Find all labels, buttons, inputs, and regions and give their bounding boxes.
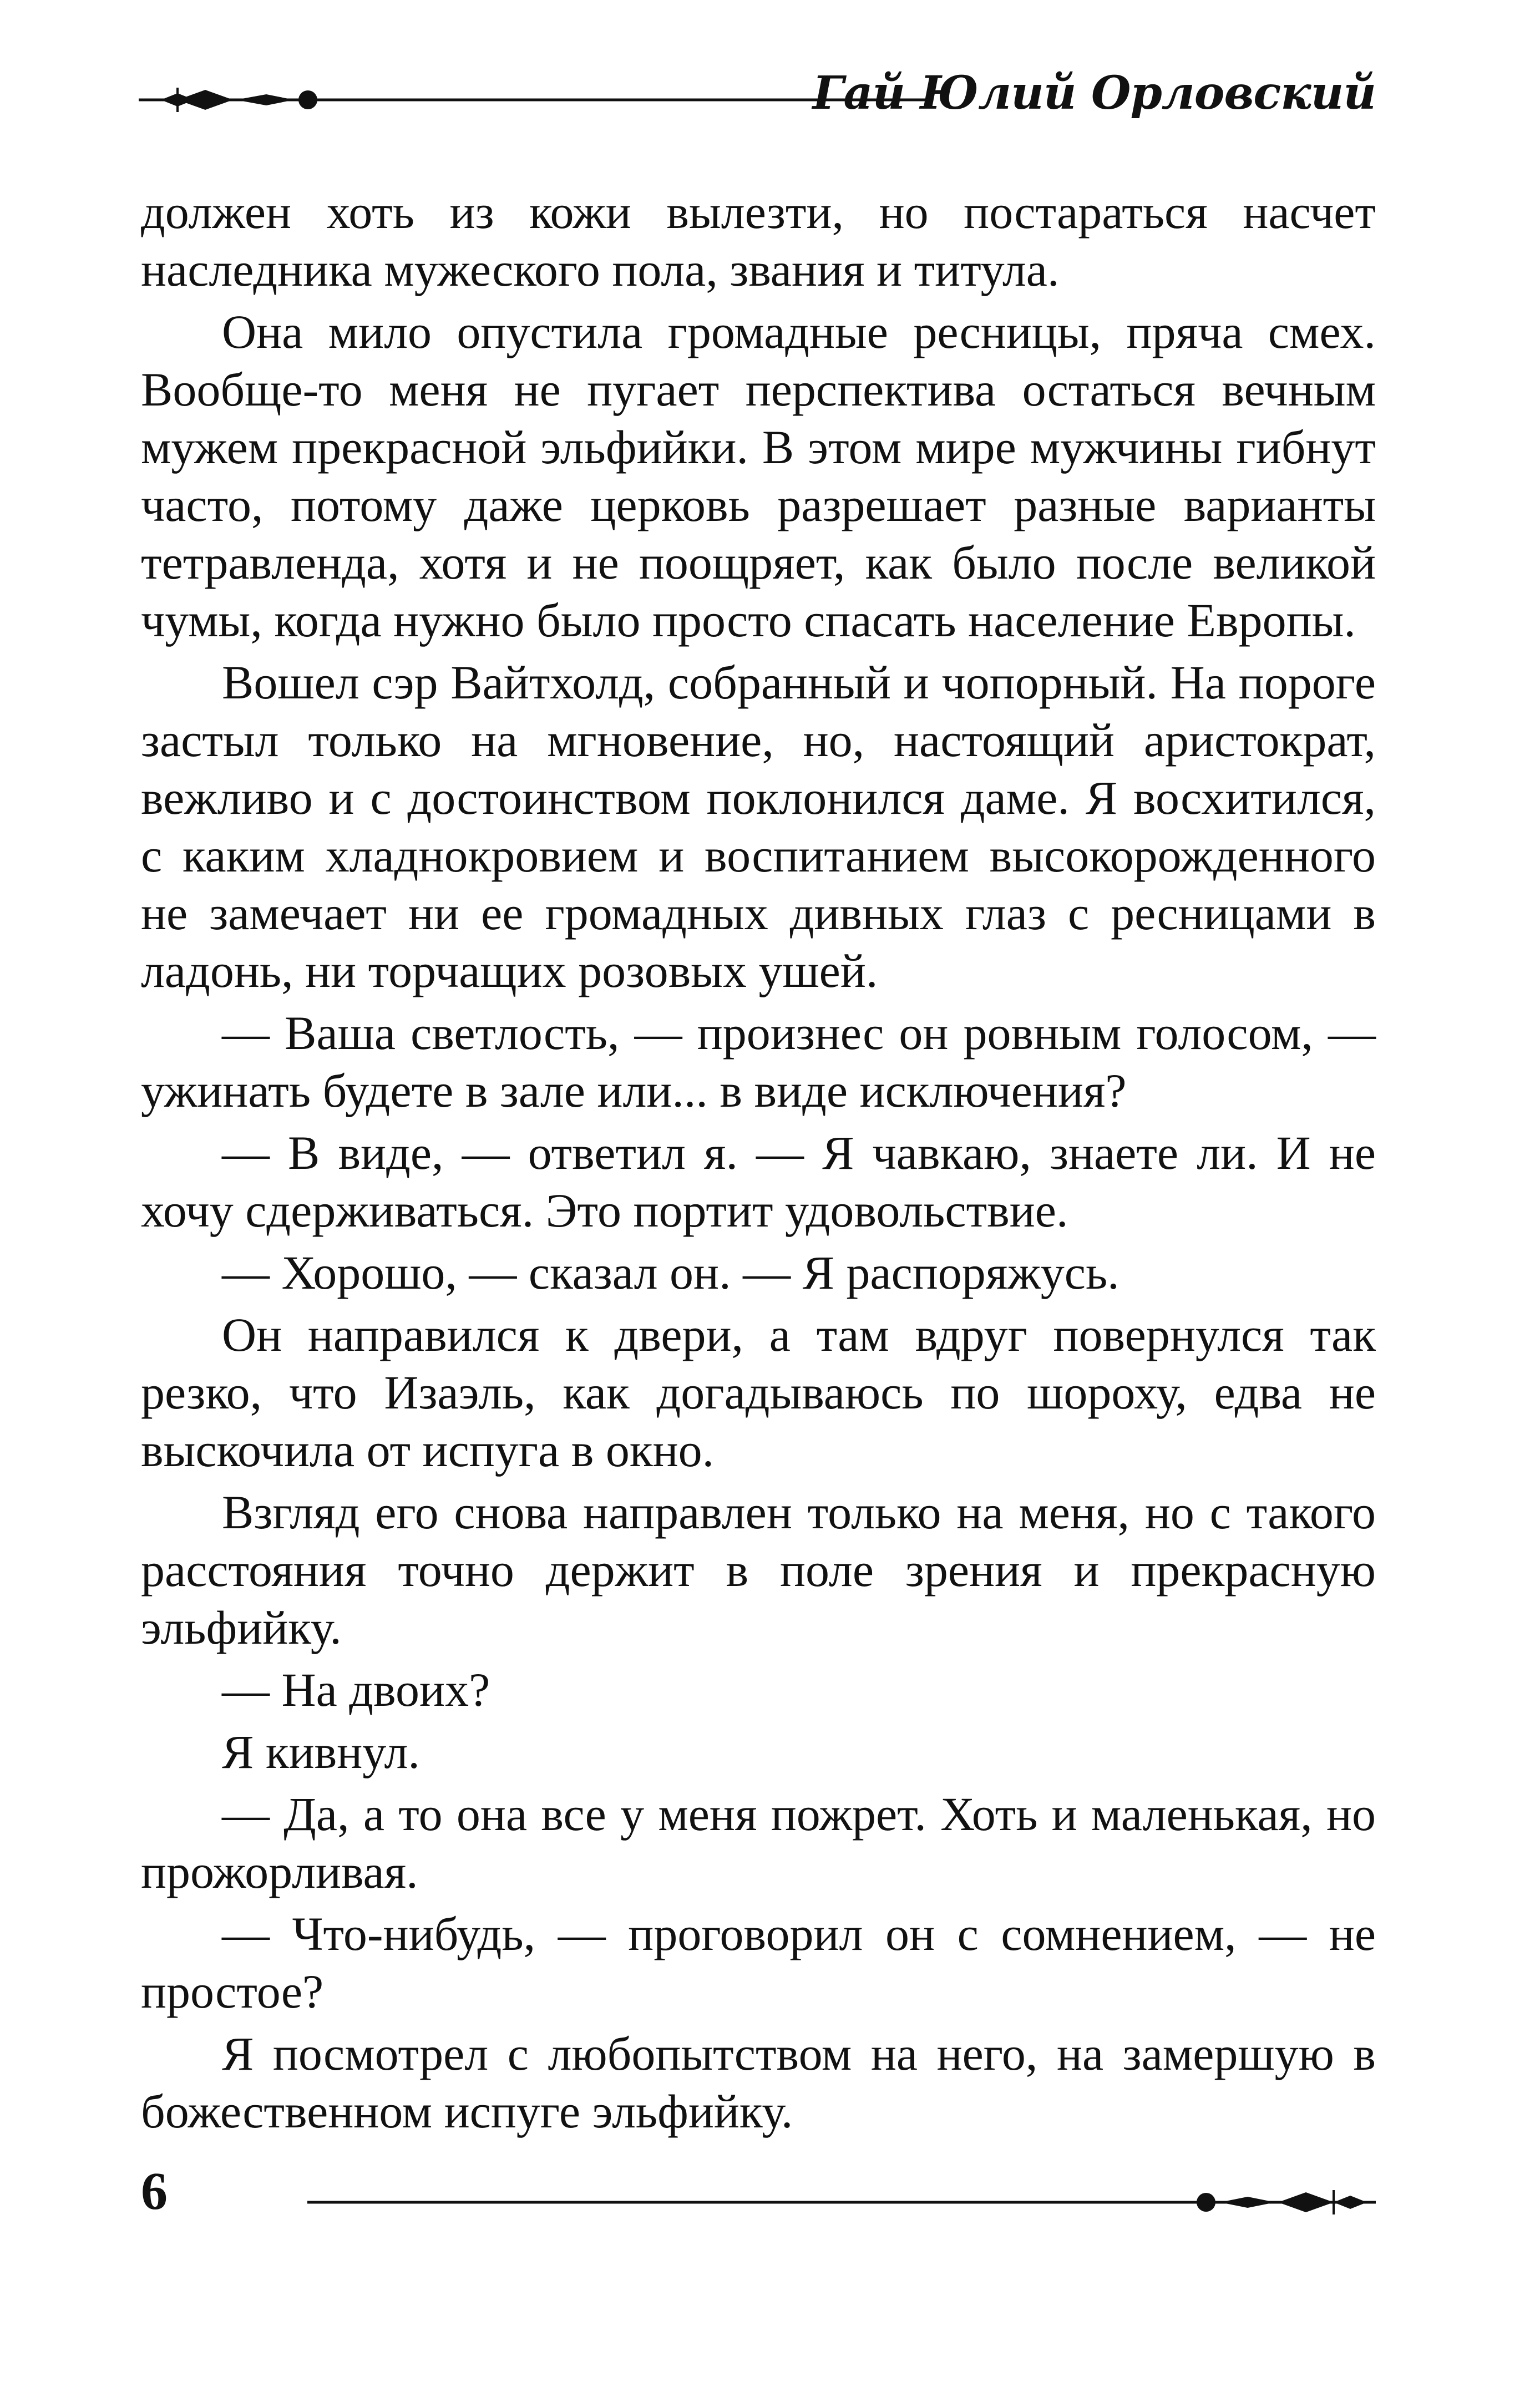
dialogue-paragraph: — Что-нибудь, — проговорил он с сомнением, — не простое? xyxy=(141,1907,1376,2018)
running-title: Гай Юлий Орловский xyxy=(812,67,1376,120)
dialogue-paragraph: — На двоих? xyxy=(222,1663,490,1716)
paragraph: Вошел сэр Вайтхолд, собранный и чопорный. На пороге застыл только на мгновение, но, настоящий аристократ, вежливо и с достоинством поклонился даме. Я восхитился, с каким хладнокровием и воспитанием высокорожденного не замечает ни ее громадных дивных глаз с ресницами в ладонь, ни торчащих розовых ушей. xyxy=(141,656,1376,997)
paragraph: Он направился к двери, а там вдруг повернулся так резко, что Изаэль, как догадываюсь по шороху, едва не выскочила от испуга в окно. xyxy=(141,1308,1376,1477)
right-flourish-rule-icon xyxy=(307,2186,1376,2219)
page-footer xyxy=(141,2158,1376,2241)
dialogue-paragraph: — В виде, — ответил я. — Я чавкаю, знаете ли. И не хочу сдерживаться. Это портит удовольствие. xyxy=(141,1126,1376,1237)
body-text xyxy=(141,183,1376,2145)
paragraph: Взгляд его снова направлен только на меня, но с такого расстояния точно держит в поле зрения и прекрасную эльфийку. xyxy=(141,1486,1376,1654)
paragraph: Я кивнул. xyxy=(222,1725,420,1778)
page-header xyxy=(139,61,1376,139)
paragraph: должен хоть из кожи вылезти, но постараться насчет наследника мужеского пола, звания и титула. xyxy=(141,185,1376,296)
dialogue-paragraph: — Хорошо, — сказал он. — Я распоряжусь. xyxy=(222,1246,1119,1299)
paragraph: Она мило опустила громадные ресницы, пряча смех. Вообще-то меня не пугает перспектива остаться вечным мужем прекрасной эльфийки. В этом мире мужчины гибнут часто, потому даже церковь разрешает разные варианты тетравленда, хотя и не поощряет, как было после великой чумы, когда нужно было просто спасать население Европы. xyxy=(141,305,1376,647)
left-flourish-rule-icon xyxy=(139,83,926,116)
page-number: 6 xyxy=(141,2161,168,2221)
paragraph: Я посмотрел с любопытством на него, на замершую в божественном испуге эльфийку. xyxy=(141,2027,1376,2138)
dialogue-paragraph: — Ваша светлость, — произнес он ровным голосом, — ужинать будете в зале или... в виде исключения? xyxy=(141,1006,1376,1117)
dialogue-paragraph: — Да, а то она все у меня пожрет. Хоть и маленькая, но прожорливая. xyxy=(141,1787,1376,1898)
